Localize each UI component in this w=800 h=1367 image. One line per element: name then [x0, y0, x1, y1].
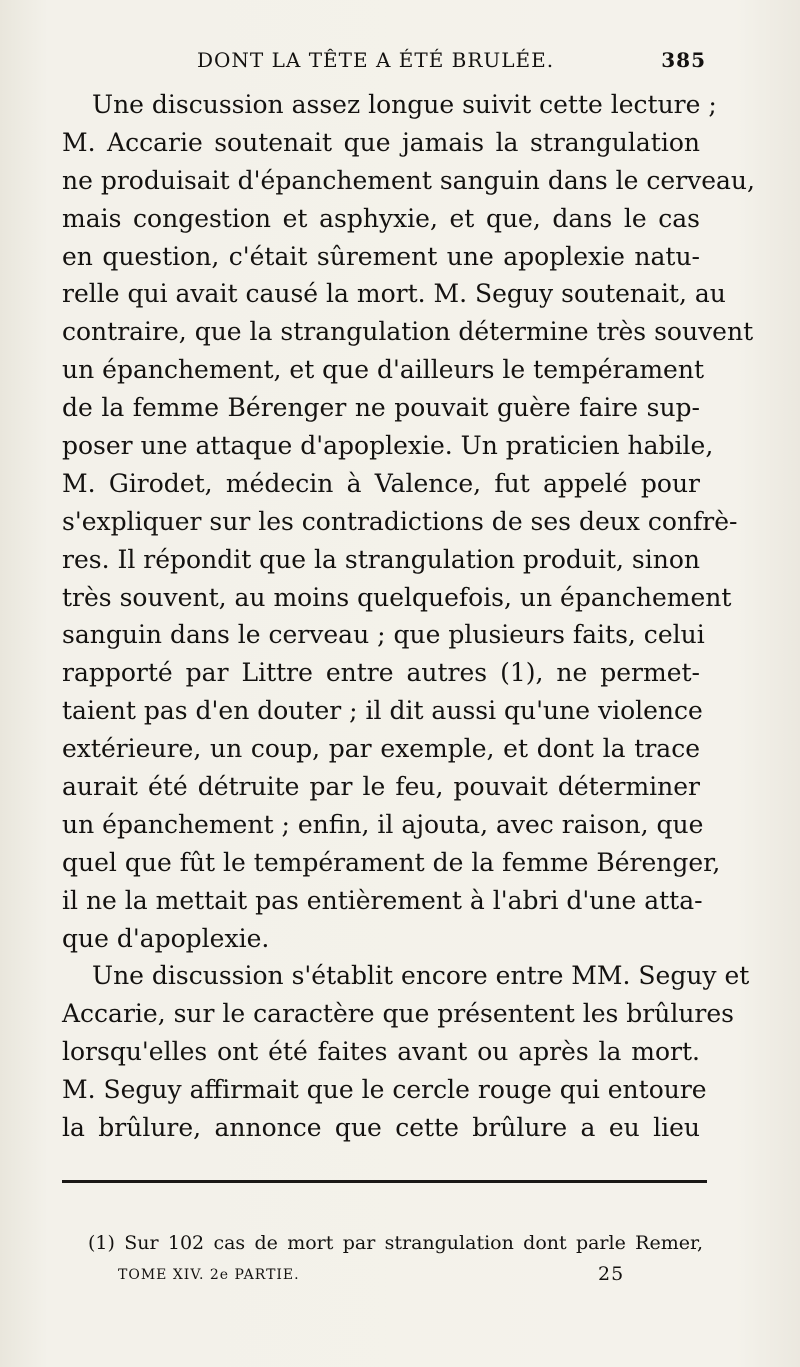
text-line: un épanchement, et que d'ailleurs le tempérament [62, 355, 705, 385]
text-line: poser une attaque d'apoplexie. Un praticien habile, [62, 431, 714, 461]
text-line: un épanchement ; enfin, il ajouta, avec raison, que [62, 809, 704, 839]
body-text [62, 86, 755, 1147]
text-line: ne produisait d'épanchement sanguin dans le cerveau, [62, 165, 755, 195]
page-header [62, 48, 712, 78]
text-line: contraire, que la strangulation détermine très souvent [62, 317, 754, 347]
text-line: lorsqu'elles ont été faites avant ou après la mort. [62, 1037, 700, 1067]
text-line: rapporté par Littre entre autres (1), ne permet- [62, 658, 700, 688]
text-line: res. Il répondit que la strangulation produit, sinon [62, 544, 700, 574]
text-line: s'expliquer sur les contradictions de ses deux confrè- [62, 506, 738, 536]
page-number: 385 [661, 48, 706, 72]
text-line: en question, c'était sûrement une apoplexie natu- [62, 241, 700, 271]
text-line: la brûlure, annonce que cette brûlure a eu lieu [62, 1113, 700, 1143]
text-line: extérieure, un coup, par exemple, et dont la trace [62, 734, 700, 764]
footnote: (1) Sur 102 cas de mort par strangulation dont parle Remer, [88, 1232, 703, 1254]
text-line: taient pas d'en douter ; il dit aussi qu'une violence [62, 696, 703, 726]
running-title: DONT LA TÊTE A ÉTÉ BRULÉE. [197, 48, 555, 72]
text-line: M. Seguy affirmait que le cercle rouge qui entoure [62, 1075, 707, 1105]
footnote-divider [62, 1180, 707, 1183]
text-line: M. Accarie soutenait que jamais la strangulation [62, 127, 700, 157]
text-line: sanguin dans le cerveau ; que plusieurs faits, celui [62, 620, 705, 650]
text-line: très souvent, au moins quelquefois, un épanchement [62, 582, 732, 612]
text-line: mais congestion et asphyxie, et que, dans le cas [62, 203, 700, 233]
text-line: aurait été détruite par le feu, pouvait déterminer [62, 772, 700, 802]
text-line: de la femme Bérenger ne pouvait guère faire sup- [62, 393, 700, 423]
text-line: Une discussion assez longue suivit cette lecture ; [92, 90, 717, 119]
signature-line [118, 1263, 638, 1291]
volume-signature: TOME XIV. 2e PARTIE. [118, 1267, 300, 1283]
text-line: Accarie, sur le caractère que présentent les brûlures [62, 999, 735, 1029]
text-line: il ne la mettait pas entièrement à l'abri d'une atta- [62, 885, 703, 915]
text-line: relle qui avait causé la mort. M. Seguy soutenait, au [62, 279, 726, 309]
text-line: que d'apoplexie. [62, 923, 270, 953]
text-line: M. Girodet, médecin à Valence, fut appelé pour [62, 468, 700, 498]
text-line: quel que fût le tempérament de la femme Bérenger, [62, 847, 721, 877]
text-line: Une discussion s'établit encore entre MM. Seguy et [92, 961, 750, 991]
signature-number: 25 [598, 1263, 625, 1285]
